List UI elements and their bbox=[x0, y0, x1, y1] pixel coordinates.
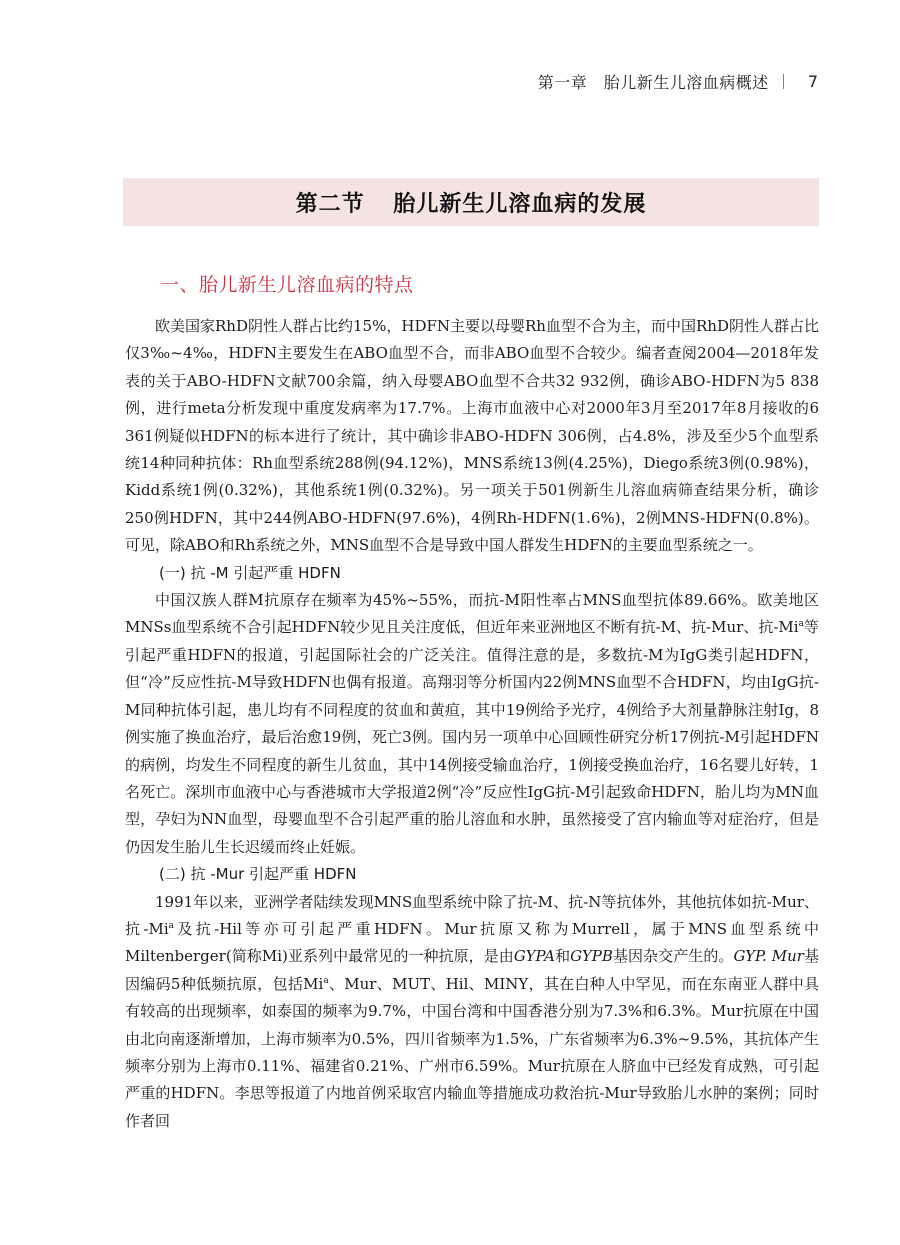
header-divider bbox=[783, 74, 784, 89]
body-text bbox=[125, 313, 819, 1135]
subheading-anti-m: (一) 抗 -M 引起严重 HDFN bbox=[159, 563, 341, 582]
paragraph-1: 欧美国家RhD阴性人群占比约15%，HDFN主要以母婴Rh血型不合为主，而中国RhD阴性人群占比仅3‰~4‰，HDFN主要发生在ABO血型不合，而非ABO血型不合较少。编者查阅2004—2018年发表的关于ABO-HDFN文献700余篇，纳入母婴ABO血型不合共32 932例，确诊ABO-HDFN为5 838例，进行meta分析发现中重度发病率为17.7%。上海市血液中心对2000年3月至2017年8月接收的6 361例疑似HDFN的标本进行了统计，其中确诊非ABO-HDFN 306例，占4.8%，涉及至少5个血型系统14种同种抗体：Rh血型系统288例(94.12%)，MNS系统13例(4.25%)，Diego系统3例(0.98%)，Kidd系统1例(0.32%)，其他系统1例(0.32%)。另一项关于501例新生儿溶血病筛查结果分析，确诊250例HDFN，其中244例ABO-HDFN(97.6%)，4例Rh-HDFN(1.6%)，2例MNS-HDFN(0.8%)。可见，除ABO和Rh系统之外，MNS血型不合是导致中国人群发生HDFN的主要血型系统之一。 bbox=[125, 317, 819, 555]
page-number: 7 bbox=[807, 71, 818, 91]
section-name: 胎儿新生儿溶血病的发展 bbox=[393, 190, 647, 217]
paragraph-3: 1991年以来，亚洲学者陆续发现MNS血型系统中除了抗-M、抗-N等抗体外，其他抗体如抗-Mur、抗-Mi$^a$及抗-Hil等亦可引起严重HDFN。Mur抗原又称为Murrell，属于MNS血型系统中Miltenberger(简称Mi)亚系列中最常见的一种抗原，是由GYPA和GYPB基因杂交产生的。GYP. Mur基因编码5种低频抗原，包括Mi$^a$、Mur、MUT、Hil、MINY，其在白种人中罕见，而在东南亚人群中具有较高的出现频率，如泰国的频率为9.7%，中国台湾和中国香港分别为7.3%和6.3%。Mur抗原在中国由北向南逐渐增加，上海市频率为0.5%，四川省频率为1.5%，广东省频率为6.3%~9.5%，其抗体产生频率分别为上海市0.11%、福建省0.21%、广州市6.59%。Mur抗原在人脐血中已经发育成熟，可引起严重的HDFN。李思等报道了内地首例采取宫内输血等措施成功救治抗-Mur导致胎儿水肿的案例；同时作者回 bbox=[125, 892, 820, 1130]
paragraph-2: 中国汉族人群M抗原存在频率为45%~55%，而抗-M阳性率占MNS血型抗体89.66%。欧美地区MNSs血型系统不合引起HDFN较少见且关注度低，但近年来亚洲地区不断有抗-M、抗-Mur、抗-Mi$^a$等引起严重HDFN的报道，引起国际社会的广泛关注。值得注意的是，多数抗-M为IgG类引起HDFN，但“冷”反应性抗-M导致HDFN也偶有报道。高翔羽等分析国内22例MNS血型不合HDFN，均由IgG抗-M同种抗体引起，患儿均有不同程度的贫血和黄疸，其中19例给予光疗，4例给予大剂量静脉注射Ig，8例实施了换血治疗，最后治愈19例，死亡3例。国内另一项单中心回顾性研究分析17例抗-M引起HDFN的病例，均发生不同程度的新生儿贫血，其中14例接受输血治疗，1例接受换血治疗，16名婴儿好转，1名死亡。深圳市血液中心与香港城市大学报道2例“冷”反应性IgG抗-M引起致命HDFN，胎儿均为MN血型，孕妇为NN血型，母婴血型不合引起严重的胎儿溶血和水肿，虽然接受了宫内输血等对症治疗，但是仍因发生胎儿生长迟缓而终止妊娠。 bbox=[125, 591, 819, 856]
section-number: 第二节 bbox=[295, 190, 365, 217]
section-banner bbox=[123, 178, 819, 226]
chapter-title: 第一章 胎儿新生儿溶血病概述 bbox=[537, 72, 769, 92]
running-header bbox=[538, 66, 818, 96]
section-title bbox=[286, 187, 657, 218]
subheading-anti-mur: (二) 抗 -Mur 引起严重 HDFN bbox=[159, 865, 357, 884]
heading-1: 一、胎儿新生儿溶血病的特点 bbox=[160, 274, 414, 296]
